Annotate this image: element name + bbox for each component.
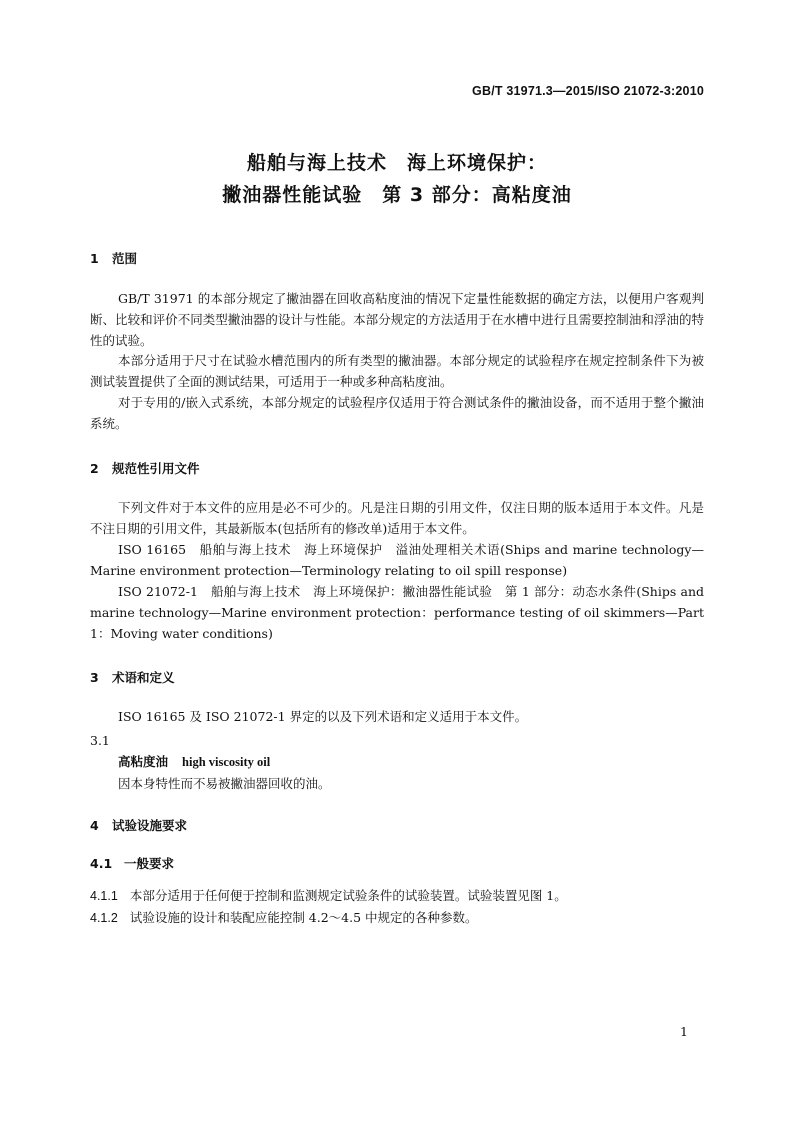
scope-paragraph-2: 本部分适用于尺寸在试验水槽范围内的所有类型的撇油器。本部分规定的试验程序在规定控制条件下为被测试装置提供了全面的测试结果，可适用于一种或多种高粘度油。 <box>90 353 704 389</box>
section-title: 术语和定义 <box>112 670 175 685</box>
section-title: 规范性引用文件 <box>112 461 200 476</box>
clause-number: 4.1.1 <box>90 889 118 903</box>
terms-intro-paragraph: ISO 16165 及 ISO 21072-1 界定的以及下列术语和定义适用于本文件。 <box>118 709 528 724</box>
section-2-heading <box>90 459 200 477</box>
section-title: 范围 <box>112 251 138 266</box>
subsection-number: 4.1 <box>90 856 113 871</box>
normative-references-intro: 下列文件对于本文件的应用是必不可少的。凡是注日期的引用文件，仅注日期的版本适用于本文件。凡是不注日期的引用文件，其最新版本(包括所有的修改单)适用于本文件。 <box>90 500 704 536</box>
section-3-heading <box>90 668 175 686</box>
section-number: 3 <box>90 670 99 685</box>
term-english: high viscosity oil <box>182 755 271 769</box>
section-title: 试验设施要求 <box>112 818 188 833</box>
reference-iso-21072-1: ISO 21072-1 船舶与海上技术 海上环境保护：撇油器性能试验 第 1 部分：动态水条件(Ships and marine technology—Marine environment protection：performance testing of oil skimmers—Part 1：Moving water conditions) <box>90 584 704 641</box>
term-chinese: 高粘度油 <box>118 754 169 769</box>
term-definition: 因本身特性而不易被撇油器回收的油。 <box>118 776 331 791</box>
scope-paragraph-3: 对于专用的/嵌入式系统，本部分规定的试验程序仅适用于符合测试条件的撇油设备，而不适用于整个撇油系统。 <box>90 395 704 431</box>
scope-paragraph-1: GB/T 31971 的本部分规定了撇油器在回收高粘度油的情况下定量性能数据的确定方法，以便用户客观判断、比较和评价不同类型撇油器的设计与性能。本部分规定的方法适用于在水槽中进行且需要控制油和浮油的特性的试验。 <box>90 291 704 348</box>
document-title-line-2: 撇油器性能试验 第 3 部分：高粘度油 <box>222 184 572 206</box>
clause-text: 试验设施的设计和装配应能控制 4.2～4.5 中规定的各种参数。 <box>129 910 478 925</box>
section-number: 4 <box>90 818 99 833</box>
page-number: 1 <box>680 1024 688 1039</box>
subsection-4-1-heading <box>90 854 174 872</box>
subsection-title: 一般要求 <box>124 856 175 871</box>
reference-iso-16165: ISO 16165 船舶与海上技术 海上环境保护 溢油处理相关术语(Ships and marine technology—Marine environment protection—Terminology relating to oil spill response) <box>90 542 704 578</box>
term-number: 3.1 <box>90 733 110 748</box>
section-1-heading <box>90 249 137 267</box>
section-number: 2 <box>90 461 99 476</box>
section-4-heading <box>90 816 187 834</box>
clause-text: 本部分适用于任何便于控制和监测规定试验条件的试验装置。试验装置见图 1。 <box>129 888 567 903</box>
standard-code: GB/T 31971.3—2015/ISO 21072-3:2010 <box>472 84 704 98</box>
clause-4-1-1 <box>90 886 567 904</box>
term-entry <box>118 752 270 770</box>
clause-4-1-2 <box>90 908 478 926</box>
document-title-line-1: 船舶与海上技术 海上环境保护： <box>246 152 547 174</box>
section-number: 1 <box>90 251 99 266</box>
clause-number: 4.1.2 <box>90 911 118 925</box>
